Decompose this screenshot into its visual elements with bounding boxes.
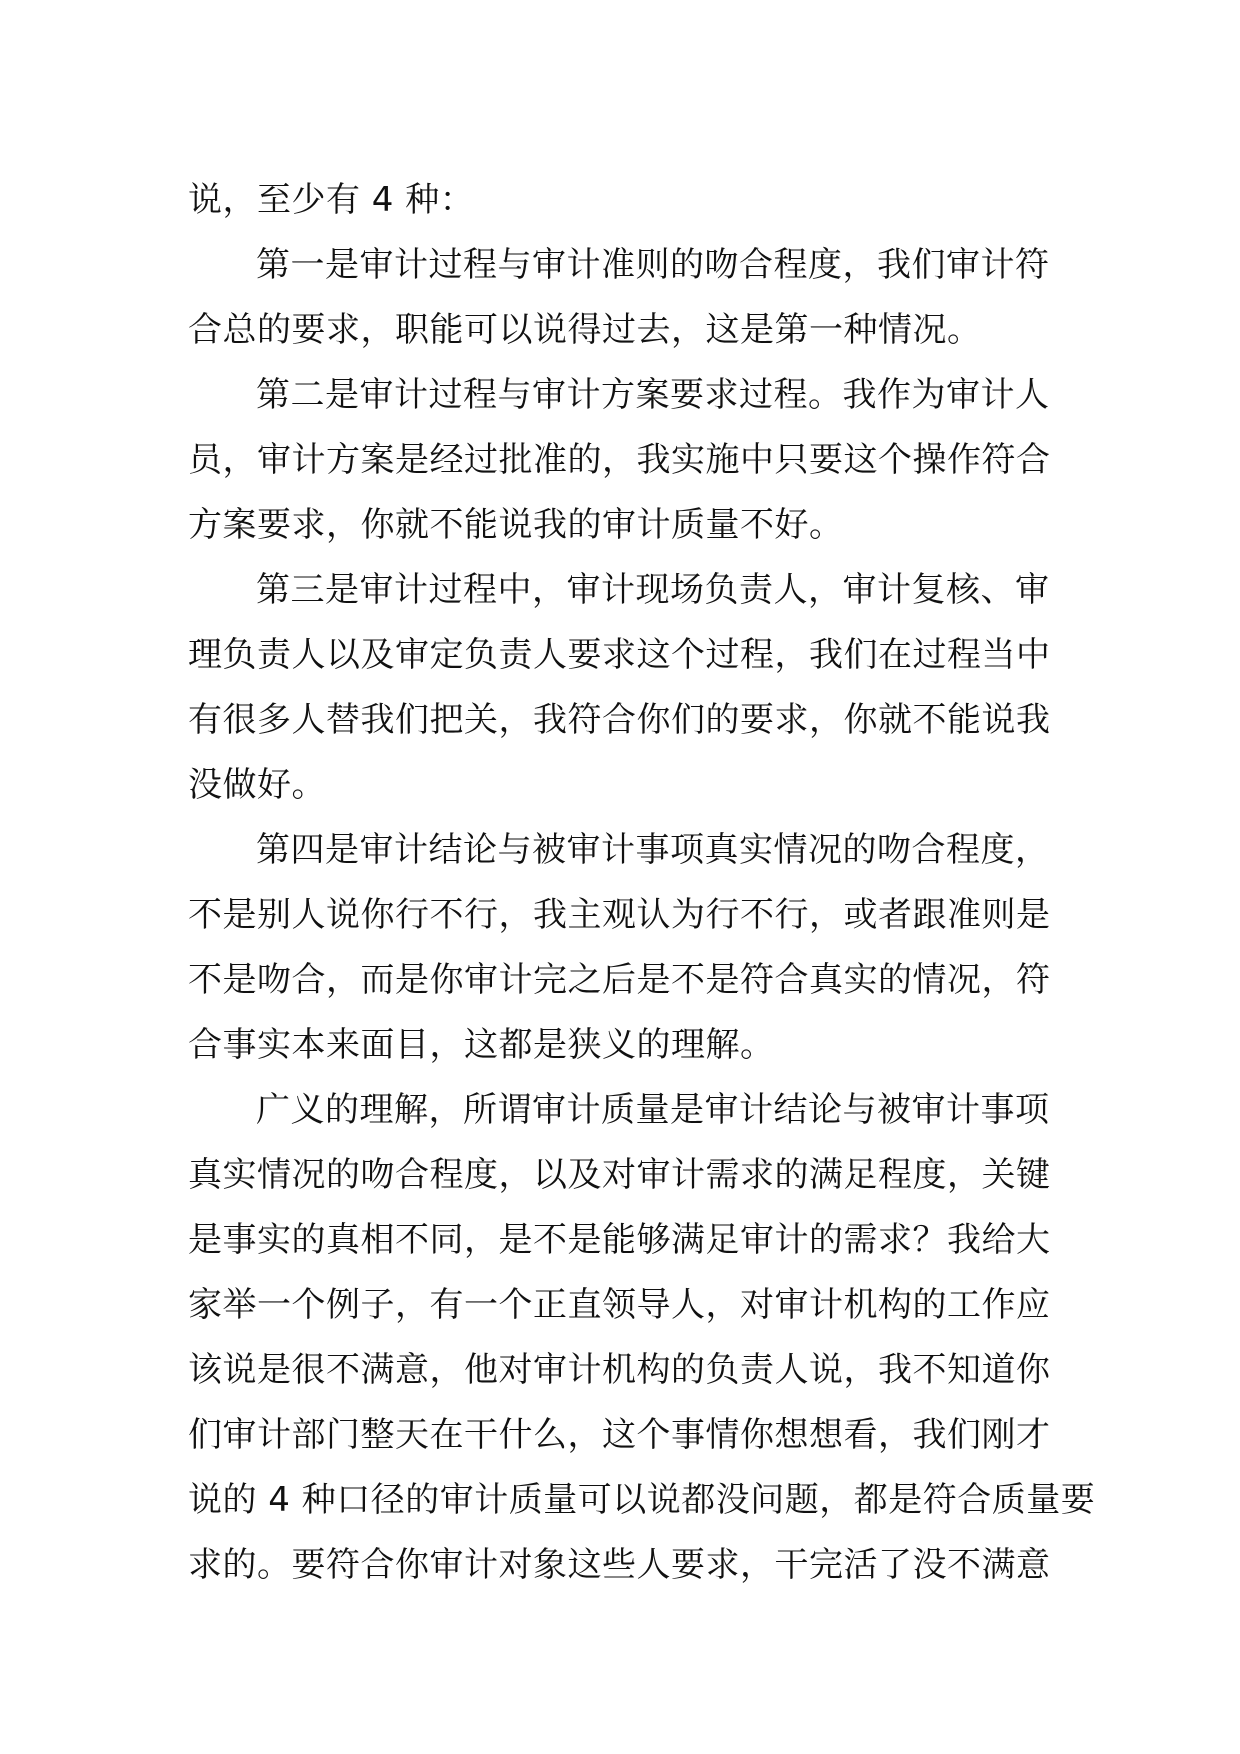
- text-line: 第四是审计结论与被审计事项真实情况的吻合程度，: [256, 830, 1050, 870]
- text-line: 第三是审计过程中，审计现场负责人，审计复核、审: [256, 570, 1050, 610]
- text-line: 合事实本来面目，这都是狭义的理解。: [188, 1025, 775, 1065]
- text-line: 该说是很不满意，他对审计机构的负责人说，我不知道你: [188, 1350, 1051, 1390]
- text-line: 说，至少有 4 种：: [188, 180, 475, 220]
- text-line: 们审计部门整天在干什么，这个事情你想想看，我们刚才: [188, 1415, 1051, 1455]
- text-line: 是事实的真相不同，是不是能够满足审计的需求？我给大: [188, 1220, 1051, 1260]
- text-line: 不是别人说你行不行，我主观认为行不行，或者跟准则是: [188, 895, 1051, 935]
- text-line: 第一是审计过程与审计准则的吻合程度，我们审计符: [256, 245, 1050, 285]
- text-line: 家举一个例子，有一个正直领导人，对审计机构的工作应: [188, 1285, 1051, 1325]
- text-line: 不是吻合，而是你审计完之后是不是符合真实的情况，符: [188, 960, 1051, 1000]
- text-line: 员，审计方案是经过批准的，我实施中只要这个操作符合: [188, 440, 1051, 480]
- text-line: 第二是审计过程与审计方案要求过程。我作为审计人: [256, 375, 1050, 415]
- text-line: 合总的要求，职能可以说得过去，这是第一种情况。: [188, 310, 982, 350]
- text-line: 说的 4 种口径的审计质量可以说都没问题，都是符合质量要: [188, 1480, 1096, 1520]
- text-line: 理负责人以及审定负责人要求这个过程，我们在过程当中: [188, 635, 1051, 675]
- document-page: [188, 168, 1096, 1598]
- text-line: 有很多人替我们把关，我符合你们的要求，你就不能说我: [188, 700, 1051, 740]
- text-line: 广义的理解，所谓审计质量是审计结论与被审计事项: [256, 1090, 1050, 1130]
- text-line: 没做好。: [188, 765, 326, 805]
- text-line: 求的。要符合你审计对象这些人要求，干完活了没不满意: [188, 1545, 1051, 1585]
- text-line: 方案要求，你就不能说我的审计质量不好。: [188, 505, 844, 545]
- text-line: 真实情况的吻合程度，以及对审计需求的满足程度，关键: [188, 1155, 1051, 1195]
